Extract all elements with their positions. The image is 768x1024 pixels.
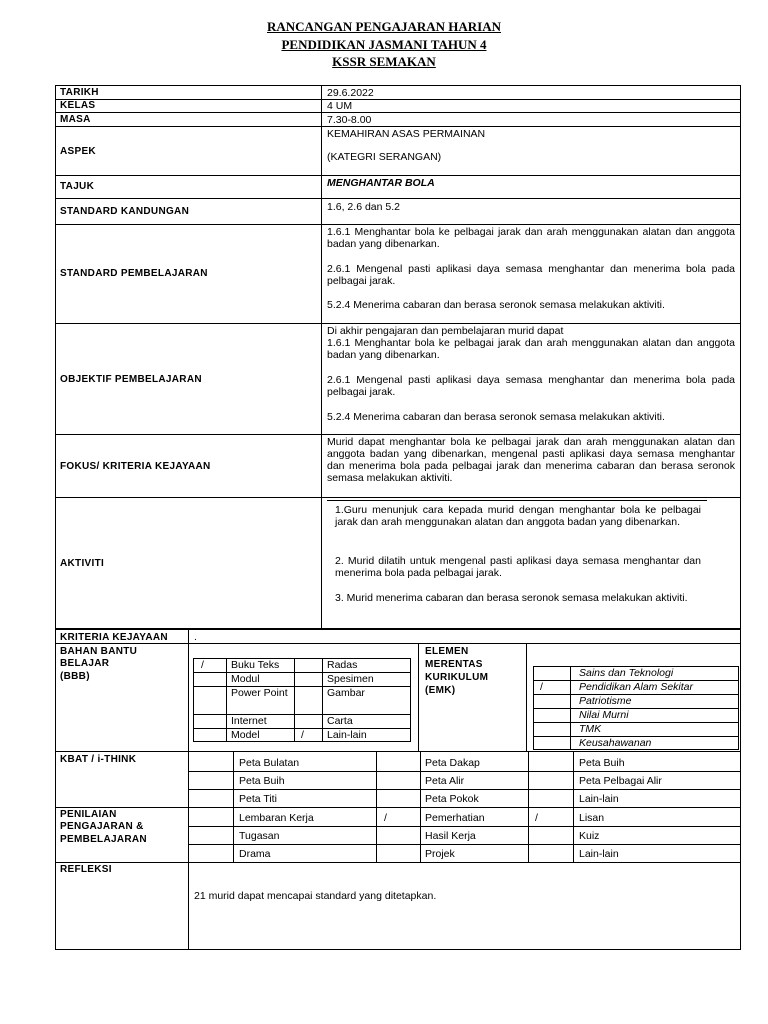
emk-item-alam-sekitar: Pendidikan Alam Sekitar: [579, 681, 694, 693]
penilaian-pemerhatian: Pemerhatian: [425, 812, 485, 824]
label-penilaian-3: PEMBELAJARAN: [60, 834, 147, 845]
penilaian-mark-pemerhatian: /: [384, 812, 387, 824]
aktiviti-item-2: 2. Murid dilatih untuk mengenal pasti aplikasi daya semasa menghantar dan menerima bola pada pelbagai jarak.: [335, 555, 701, 579]
label-kelas: KELAS: [60, 100, 96, 111]
penilaian-lain-lain: Lain-lain: [579, 848, 619, 860]
value-tarikh: 29.6.2022: [327, 87, 374, 99]
kbat-peta-pokok: Peta Pokok: [425, 793, 479, 805]
label-tajuk: TAJUK: [60, 181, 95, 192]
sp-item-1: 1.6.1 Menghantar bola ke pelbagai jarak dan arah menggunakan alatan dan anggota badan yang dibenarkan.: [327, 226, 735, 250]
label-fokus: FOKUS/ KRITERIA KEJAYAAN: [60, 461, 211, 472]
label-objektif-pembelajaran: OBJEKTIF PEMBELAJARAN: [60, 374, 202, 385]
bbb-item-gambar: Gambar: [327, 687, 365, 699]
bbb-item-buku-teks: Buku Teks: [231, 659, 280, 671]
kbat-peta-buih-2: Peta Buih: [579, 757, 625, 769]
op-item-3: 5.2.4 Menerima cabaran dan berasa seronok semasa melakukan aktiviti.: [327, 411, 665, 423]
kbat-peta-dakap: Peta Dakap: [425, 757, 480, 769]
value-fokus: Murid dapat menghantar bola ke pelbagai jarak dan arah menggunakan alatan dan anggota badan yang dibenarkan, mengenal pasti aplikasi daya semasa menghantar dan menerima bola pada pelbagai jarak dan menerima cabaran dan berasa seronok semasa melakukan aktiviti.: [327, 436, 735, 484]
penilaian-projek: Projek: [425, 848, 455, 860]
penilaian-lembaran-kerja: Lembaran Kerja: [239, 812, 314, 824]
bbb-item-carta: Carta: [327, 715, 353, 727]
aktiviti-item-1: 1.Guru menunjuk cara kepada murid dengan menghantar bola ke pelbagai jarak dan arah menggunakan alatan dan anggota badan yang dibenarkan.: [335, 504, 701, 528]
bbb-item-radas: Radas: [327, 659, 358, 671]
kbat-lain-lain: Lain-lain: [579, 793, 619, 805]
emk-mark-alam-sekitar: /: [540, 681, 543, 693]
kbat-peta-pelbagai-alir: Peta Pelbagai Alir: [579, 775, 662, 787]
value-kriteria-kejayaan: .: [194, 631, 197, 643]
label-kriteria-kejayaan: KRITERIA KEJAYAAN: [60, 632, 168, 643]
doc-title-3: KSSR SEMAKAN: [332, 54, 436, 69]
emk-item-keusahawanan: Keusahawanan: [579, 737, 652, 749]
doc-title-1: RANCANGAN PENGAJARAN HARIAN: [267, 19, 501, 34]
value-masa: 7.30-8.00: [327, 114, 372, 126]
emk-item-sains: Sains dan Teknologi: [579, 667, 674, 679]
bbb-item-modul: Modul: [231, 673, 260, 685]
label-masa: MASA: [60, 114, 91, 125]
label-penilaian-1: PENILAIAN: [60, 809, 117, 820]
kbat-peta-alir: Peta Alir: [425, 775, 465, 787]
bbb-item-model: Model: [231, 729, 260, 741]
doc-title-2: PENDIDIKAN JASMANI TAHUN 4: [281, 37, 487, 52]
bbb-item-internet: Internet: [231, 715, 267, 727]
label-tarikh: TARIKH: [60, 87, 99, 98]
label-aspek: ASPEK: [60, 146, 96, 157]
label-bbb-3: (BBB): [60, 671, 90, 682]
label-emk-3: KURIKULUM: [425, 672, 489, 683]
op-intro: Di akhir pengajaran dan pembelajaran murid dapat: [327, 325, 564, 337]
bbb-item-power-point: Power Point: [231, 687, 288, 699]
emk-item-tmk: TMK: [579, 723, 602, 735]
op-item-1: 1.6.1 Menghantar bola ke pelbagai jarak dan arah menggunakan alatan dan anggota badan yang dibenarkan.: [327, 337, 735, 361]
value-aspek-1: KEMAHIRAN ASAS PERMAINAN: [327, 128, 486, 140]
emk-item-nilai-murni: Nilai Murni: [579, 709, 629, 721]
label-standard-pembelajaran: STANDARD PEMBELAJARAN: [60, 268, 208, 279]
sp-item-2: 2.6.1 Mengenal pasti aplikasi daya semasa menghantar dan menerima bola pada pelbagai jarak.: [327, 263, 735, 287]
op-item-2: 2.6.1 Mengenal pasti aplikasi daya semasa menghantar dan menerima bola pada pelbagai jarak.: [327, 374, 735, 398]
label-emk-4: (EMK): [425, 685, 456, 696]
penilaian-mark-lisan: /: [535, 812, 538, 824]
penilaian-kuiz: Kuiz: [579, 830, 600, 842]
label-emk-1: ELEMEN: [425, 646, 469, 657]
value-tajuk: MENGHANTAR BOLA: [327, 177, 435, 189]
value-aspek-2: (KATEGRI SERANGAN): [327, 151, 442, 163]
penilaian-hasil-kerja: Hasil Kerja: [425, 830, 476, 842]
label-standard-kandungan: STANDARD KANDUNGAN: [60, 206, 190, 217]
bbb-mark-lain-lain: /: [301, 729, 304, 741]
emk-item-patriotisme: Patriotisme: [579, 695, 632, 707]
penilaian-lisan: Lisan: [579, 812, 605, 824]
aktiviti-item-3: 3. Murid menerima cabaran dan berasa seronok semasa melakukan aktiviti.: [335, 592, 688, 604]
penilaian-tugasan: Tugasan: [239, 830, 280, 842]
value-kelas: 4 UM: [327, 100, 353, 112]
label-bbb-2: BELAJAR: [60, 658, 110, 669]
penilaian-drama: Drama: [239, 848, 271, 860]
label-bbb-1: BAHAN BANTU: [60, 646, 138, 657]
label-refleksi: REFLEKSI: [60, 864, 112, 875]
value-refleksi: 21 murid dapat mencapai standard yang ditetapkan.: [194, 890, 437, 902]
label-aktiviti: AKTIVITI: [60, 558, 105, 569]
label-penilaian-2: PENGAJARAN &: [60, 821, 144, 832]
bbb-mark-buku-teks: /: [201, 659, 204, 671]
sp-item-3: 5.2.4 Menerima cabaran dan berasa seronok semasa melakukan aktiviti.: [327, 299, 665, 311]
kbat-peta-buih: Peta Buih: [239, 775, 285, 787]
label-emk-2: MERENTAS: [425, 659, 483, 670]
kbat-peta-titi: Peta Titi: [239, 793, 277, 805]
bbb-item-spesimen: Spesimen: [327, 673, 374, 685]
bbb-item-lain-lain: Lain-lain: [327, 729, 367, 741]
kbat-peta-bulatan: Peta Bulatan: [239, 757, 300, 769]
label-kbat: KBAT / i-THINK: [60, 754, 137, 765]
value-standard-kandungan: 1.6, 2.6 dan 5.2: [327, 201, 400, 213]
